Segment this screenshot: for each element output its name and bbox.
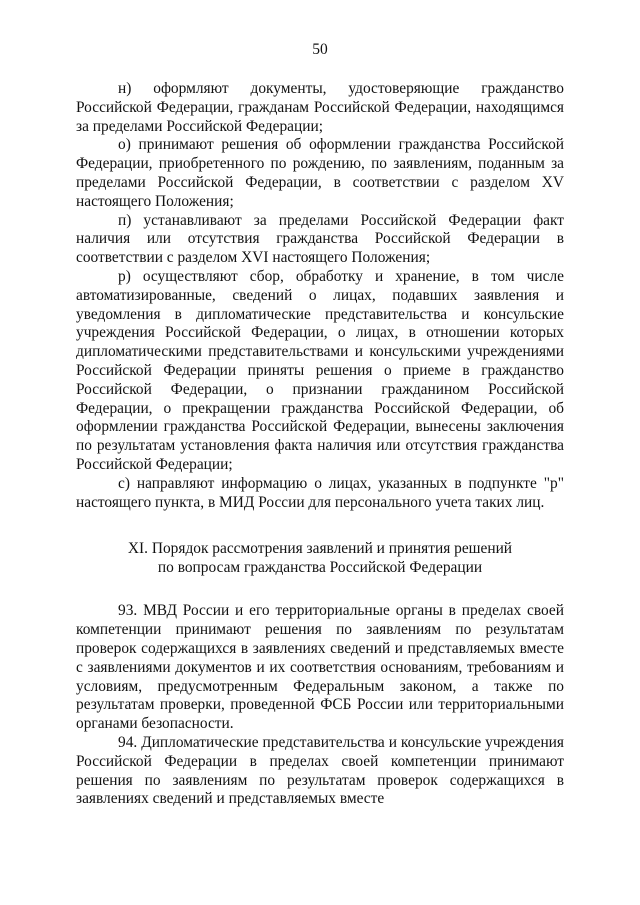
section-heading	[76, 539, 564, 577]
paragraph-s: с) направляют информацию о лицах, указанных в подпункте "р" настоящего пункта, в МИД России для персонального учета таких лиц.	[76, 474, 564, 511]
paragraph-93: 93. МВД России и его территориальные органы в пределах своей компетенции принимают решения по заявлениям по результатам проверок содержащихся в заявлениях сведений и представляемых вместе с заявлениями документов и их соответствия основаниям, требованиям и условиям, предусмотренным Федеральным законом, а также по результатам проверки, проведенной ФСБ России или территориальными органами безопасности.	[76, 602, 564, 733]
paragraph-r: р) осуществляют сбор, обработку и хранение, в том числе автоматизированные, сведений о лицах, подавших заявления и уведомления в дипломатические представительства и консульские учреждения Российской Федерации, о лицах, в отношении которых дипломатическими представительствами и консульскими учреждениями Российской Федерации приняты решения о приеме в гражданство Российской Федерации, о признании гражданином Российской Федерации, о прекращении гражданства Российской Федерации, об оформлении гражданства Российской Федерации, вынесены заключения по результатам установления факта наличия или отсутствия гражданства Российской Федерации;	[76, 267, 564, 473]
paragraph-p: п) устанавливают за пределами Российской Федерации факт наличия или отсутствия гражданства Российской Федерации в соответствии с разделом XVI настоящего Положения;	[76, 211, 564, 267]
section-heading-line-1: XI. Порядок рассмотрения заявлений и принятия решений	[127, 540, 513, 558]
paragraph-n: н) оформляют документы, удостоверяющие гражданство Российской Федерации, гражданам Российской Федерации, находящимся за пределами Российской Федерации;	[76, 80, 564, 135]
section-heading-line-2: по вопросам гражданства Российской Федерации	[157, 559, 483, 577]
page-number: 50	[312, 41, 328, 58]
document-body	[76, 80, 564, 809]
paragraph-o: о) принимают решения об оформлении гражданства Российской Федерации, приобретенного по рождению, по заявлениям, поданным за пределами Российской Федерации, в соответствии с разделом XV настоящего Положения;	[76, 136, 564, 210]
paragraph-94: 94. Дипломатические представительства и консульские учреждения Российской Федерации в пределах своей компетенции принимают решения по заявлениям по результатам проверок содержащихся в заявлениях сведений и представляемых вместе	[76, 733, 564, 808]
